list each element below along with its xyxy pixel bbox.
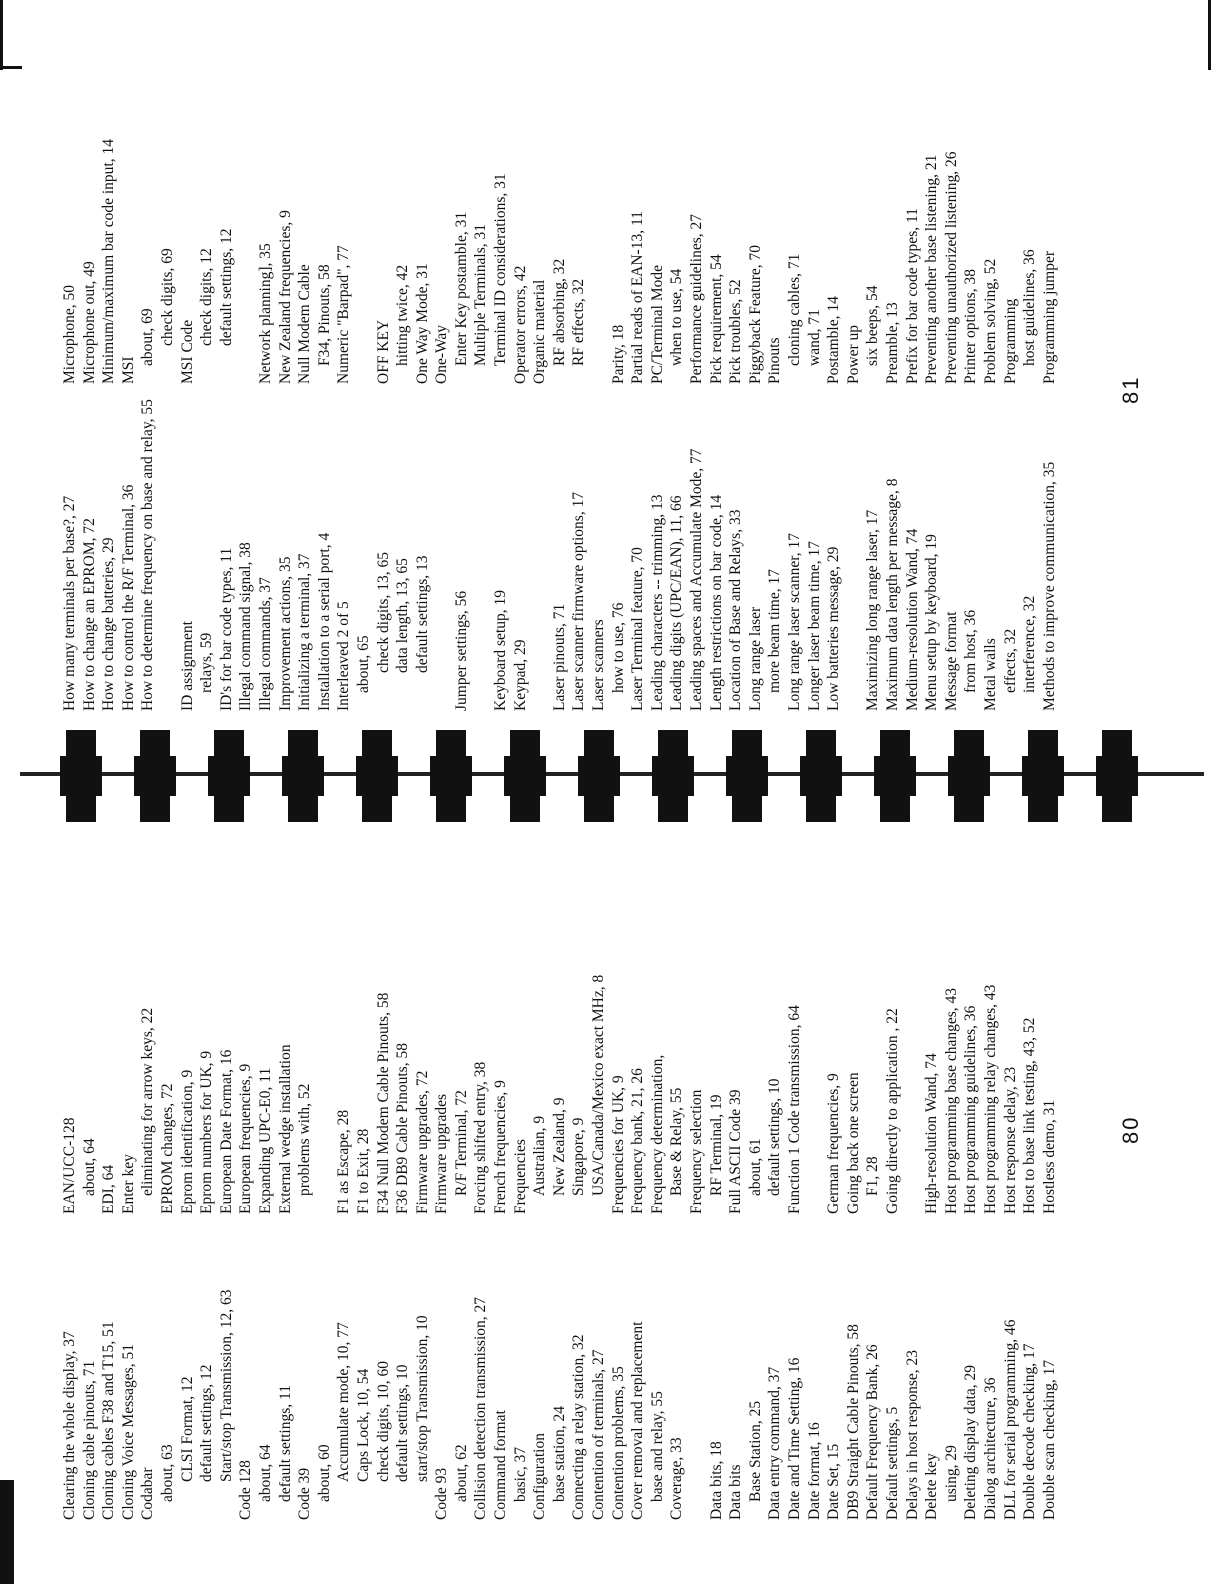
index-entry: Frequencies — [511, 1139, 529, 1214]
binding-ring — [1028, 730, 1058, 822]
index-subentry: about, 62 — [452, 1444, 470, 1502]
index-entry: Coverage, 33 — [668, 1437, 686, 1520]
index-entry: Codabar — [139, 1467, 157, 1520]
index-entry: Long range laser scanner, 17 — [785, 533, 803, 711]
index-entry: Host programming guidelines, 36 — [962, 1005, 980, 1214]
index-entry: F1 as Escape, 28 — [335, 1109, 353, 1214]
binding-ring — [584, 730, 614, 822]
index-entry: ID assignment — [178, 621, 196, 711]
index-entry: Keypad, 29 — [511, 639, 529, 711]
index-entry: F1 to Exit, 28 — [354, 1128, 372, 1214]
index-subentry: Multiple Terminals, 31 — [472, 224, 490, 366]
index-entry: Frequencies for UK, 9 — [609, 1075, 627, 1214]
index-subentry: cloning cables, 71 — [785, 253, 803, 366]
page-edge-bottom-left — [0, 1480, 14, 1584]
index-entry: Network planning], 35 — [256, 243, 274, 384]
index-subentry: about, 65 — [354, 635, 372, 693]
index-entry: Frequency bank, 21, 26 — [629, 1068, 647, 1214]
index-entry: Illegal commands, 37 — [256, 577, 274, 711]
entry-spacer — [315, 814, 335, 1214]
index-entry: Power up — [844, 325, 862, 384]
index-entry: Date and Time Setting, 16 — [785, 1357, 803, 1520]
index-entry: OFF KEY — [374, 319, 392, 384]
index-entry: Piggyback Feature, 70 — [746, 244, 764, 384]
index-entry: New Zealand frequencies, 9 — [276, 210, 294, 384]
index-entry: EAN/UCC-128 — [61, 1117, 78, 1214]
index-subentry: default settings, 12 — [217, 228, 235, 346]
index-entry: Microphone out, 49 — [80, 261, 98, 384]
index-entry: Delete key — [923, 1453, 941, 1520]
entry-spacer — [805, 814, 825, 1214]
index-entry: Programming — [1001, 298, 1019, 384]
entry-spacer — [354, 0, 374, 384]
index-entry: Methods to improve communication, 35 — [1040, 461, 1058, 711]
index-subentry: default settings, 13 — [413, 555, 431, 673]
index-subentry: check digits, 69 — [158, 248, 176, 346]
index-entry: F36 DB9 Cable Pinouts, 58 — [394, 1043, 412, 1214]
binding-ring — [214, 730, 244, 822]
index-entry: Full ASCII Code 39 — [727, 1089, 745, 1214]
index-entry: Data entry command, 37 — [766, 1366, 784, 1520]
spiral-binding — [0, 722, 1224, 832]
index-entry: Leading digits (UPC/EAN), 11, 66 — [668, 495, 686, 711]
index-entry: French frequencies, 9 — [492, 1080, 510, 1214]
index-entry: Data bits — [727, 1464, 745, 1520]
index-entry: Deleting display data, 29 — [962, 1365, 980, 1520]
index-entry: Preventing another base listening, 21 — [923, 154, 941, 384]
index-subentry: relays, 59 — [198, 632, 216, 693]
index-entry: Metal walls — [981, 638, 999, 711]
index-entry: Date format, 16 — [805, 1422, 823, 1520]
index-entry: Preventing unauthorized listening, 26 — [942, 151, 960, 384]
index-entry: Host programming relay changes, 43 — [981, 984, 999, 1214]
index-entry: Initializing a terminal, 37 — [296, 553, 314, 711]
index-entry: Cloning Voice Messages, 51 — [119, 1344, 137, 1520]
index-subentry: about, 61 — [746, 1138, 764, 1196]
index-entry: PC/Terminal Mode — [648, 264, 666, 384]
index-subentry: Start/stop Transmission, 12, 63 — [217, 1289, 235, 1482]
index-subentry: Terminal ID considerations, 31 — [492, 173, 510, 366]
index-subentry: default settings, 11 — [276, 1385, 294, 1502]
index-entry: Contention of terminals, 27 — [590, 1349, 608, 1520]
index-subentry: base station, 24 — [550, 1406, 568, 1502]
index-subentry: USA/Canada/Mexico exact MHz, 8 — [590, 974, 608, 1196]
index-entry: Laser Terminal feature, 70 — [629, 547, 647, 711]
index-entry: Eprom identification, 9 — [178, 1069, 196, 1214]
index-entry: ID's for bar code types, 11 — [217, 547, 235, 711]
index-column-4 — [60, 0, 1059, 384]
index-entry: Laser scanners — [590, 619, 608, 711]
index-entry: How to change batteries, 29 — [100, 537, 118, 711]
index-entry: Length restrictions on bar code, 14 — [707, 494, 725, 711]
index-entry: Improvement actions, 35 — [276, 556, 294, 711]
page-edge-right — [1208, 0, 1211, 70]
index-subentry: interference, 32 — [1021, 595, 1039, 693]
index-entry: Date Set, 15 — [825, 1443, 843, 1520]
index-subentry: problems with, 52 — [296, 1083, 314, 1196]
index-entry: Forcing shifted entry, 38 — [472, 1061, 490, 1214]
index-entry: Cloning cable pinouts, 71 — [80, 1360, 98, 1520]
index-entry: Maximizing long range laser, 17 — [864, 509, 882, 711]
index-subentry: default settings, 10 — [394, 1364, 412, 1482]
binding-ring — [140, 730, 170, 822]
index-entry: Going directly to application , 22 — [883, 1008, 901, 1214]
index-entry: Going back one screen — [844, 1072, 862, 1214]
index-subentry: host guidelines, 36 — [1021, 249, 1039, 366]
index-column-2 — [60, 814, 1059, 1214]
index-entry: Maximum data length per message, 8 — [883, 478, 901, 711]
index-entry: MSI Code — [178, 319, 196, 384]
index-entry: How to control the R/F Terminal, 36 — [119, 484, 137, 711]
index-subentry: Australian, 9 — [531, 1115, 549, 1196]
index-entry: Delays in host response, 23 — [903, 1349, 921, 1520]
index-entry: Eprom numbers for UK, 9 — [198, 1050, 216, 1214]
index-subentry: about, 69 — [139, 308, 157, 366]
index-entry: Leading spaces and Accumulate Mode, 77 — [688, 448, 705, 711]
index-entry: Cloning cables F38 and T15, 51 — [100, 1321, 118, 1520]
index-entry: Host programming base changes, 43 — [942, 988, 960, 1214]
index-subentry: more beam time, 17 — [766, 569, 784, 693]
index-subentry: check digits, 12 — [198, 248, 216, 346]
binding-ring — [658, 730, 688, 822]
index-entry: Preamble, 13 — [883, 302, 901, 384]
index-entry: Parity, 18 — [609, 324, 627, 384]
index-subentry: start/stop Transmission, 10 — [413, 1315, 431, 1482]
index-entry: Illegal command signal, 38 — [237, 542, 255, 711]
index-subentry: Base & Relay, 55 — [668, 1087, 686, 1196]
index-entry: DB9 Straight Cable Pinouts, 58 — [844, 1324, 862, 1520]
index-entry: Keyboard setup, 19 — [492, 590, 510, 711]
page-number-left: 80 — [1118, 1115, 1143, 1144]
index-entry: Enter key — [119, 1154, 137, 1214]
index-entry: Installation to a serial port, 4 — [315, 532, 333, 711]
index-subentry: basic, 37 — [511, 1446, 529, 1502]
index-entry: Firmware upgrades, 72 — [413, 1070, 431, 1214]
index-entry: EDI, 64 — [100, 1164, 118, 1214]
index-entry: Leading characters -- trimming, 13 — [648, 494, 666, 711]
index-entry: Problem solving, 52 — [981, 258, 999, 384]
index-subentry: RF effects, 32 — [570, 278, 588, 366]
index-subentry: Base Station, 25 — [746, 1400, 764, 1502]
index-entry: Hostless demo, 31 — [1040, 1099, 1058, 1214]
index-entry: Low batteries message, 29 — [825, 546, 843, 711]
index-subentry: default settings, 12 — [198, 1364, 216, 1482]
index-subentry: from host, 36 — [962, 609, 980, 693]
index-entry: Location of Base and Relays, 33 — [727, 509, 745, 711]
index-entry: Code 93 — [433, 1467, 451, 1520]
binding-ring — [66, 730, 96, 822]
index-entry: Long range laser — [746, 606, 764, 711]
binding-ring — [362, 730, 392, 822]
index-entry: F34 Null Modem Cable Pinouts, 58 — [374, 992, 392, 1214]
index-subentry: about, 64 — [80, 1138, 98, 1196]
binding-ring — [436, 730, 466, 822]
index-entry: Dialog architecture, 36 — [981, 1377, 999, 1520]
index-entry: Function 1 Code transmission, 64 — [785, 1005, 803, 1214]
index-subentry: F34, Pinouts, 58 — [315, 264, 333, 366]
page-edge-top-left-corner — [0, 66, 22, 69]
index-entry: Connecting a relay station, 32 — [570, 1334, 588, 1520]
binding-ring — [288, 730, 318, 822]
index-entry: Frequency determination, — [648, 1054, 666, 1214]
index-entry: Code 128 — [237, 1460, 255, 1520]
index-subentry: data length, 13, 65 — [394, 558, 412, 673]
index-entry: MSI — [119, 356, 137, 384]
index-subentry: about, 64 — [256, 1444, 274, 1502]
index-entry: Microphone, 50 — [61, 284, 78, 384]
index-entry: Double scan checking, 17 — [1040, 1359, 1058, 1520]
index-entry: DLL for serial programming, 46 — [1001, 1319, 1019, 1520]
index-entry: High-resolution Wand, 74 — [923, 1053, 941, 1214]
index-subentry: R/F Terminal, 72 — [452, 1090, 470, 1196]
index-entry: Default settings, 5 — [883, 1406, 901, 1520]
index-entry: EPROM changes, 72 — [158, 1083, 176, 1214]
index-entry: European Date Format, 16 — [217, 1049, 235, 1214]
index-entry: Data bits, 18 — [707, 1441, 725, 1520]
page-number-right: 81 — [1118, 375, 1143, 404]
index-entry: Laser scanner firmware options, 17 — [570, 491, 588, 711]
binding-ring — [880, 730, 910, 822]
index-entry: Operator errors, 42 — [511, 265, 529, 384]
index-subentry: how to use, 76 — [609, 602, 627, 693]
index-entry: Menu setup by keyboard, 19 — [923, 534, 941, 711]
index-subentry: six beeps, 54 — [864, 285, 882, 366]
index-entry: Double decode checking, 17 — [1021, 1343, 1039, 1520]
index-entry: How to determine frequency on base and relay, 55 — [139, 399, 157, 711]
index-entry: Prefix for bar code types, 11 — [903, 208, 921, 384]
index-entry: Programming jumper — [1040, 250, 1058, 384]
entry-spacer — [589, 0, 609, 384]
index-subentry: default settings, 10 — [766, 1078, 784, 1196]
index-entry: Message format — [942, 611, 960, 711]
index-entry: Medium-resolution Wand, 74 — [903, 528, 921, 711]
index-subentry: base and relay, 55 — [648, 1391, 666, 1502]
index-entry: European frequencies, 9 — [237, 1063, 255, 1214]
binding-ring — [806, 730, 836, 822]
index-entry: Pick troubles, 52 — [727, 279, 745, 384]
index-subentry: RF absorbing, 32 — [550, 258, 568, 366]
index-entry: Collision detection transmission, 27 — [472, 1296, 490, 1520]
index-subentry: about, 60 — [315, 1444, 333, 1502]
index-entry: Organic material — [531, 279, 549, 384]
index-subentry: about, 63 — [158, 1444, 176, 1502]
index-entry: Postamble, 14 — [825, 296, 843, 384]
index-entry: How to change an EPROM, 72 — [80, 518, 98, 711]
index-entry: Host to base link testing, 43, 52 — [1021, 1017, 1039, 1214]
index-entry: Jumper settings, 56 — [452, 590, 470, 711]
binding-ring — [954, 730, 984, 822]
index-entry: Printer options, 38 — [962, 269, 980, 384]
index-entry: Default Frequency Bank, 26 — [864, 1344, 882, 1520]
index-subentry: Caps Lock, 10, 54 — [354, 1368, 372, 1482]
index-entry: Pinouts — [766, 337, 784, 384]
index-subentry: RF Terminal, 19 — [707, 1094, 725, 1196]
index-entry: Longer laser beam time, 17 — [805, 540, 823, 711]
index-subentry: hitting twice, 42 — [394, 264, 412, 366]
index-subentry: Singapore, 9 — [570, 1117, 588, 1196]
index-entry: Contention problems, 35 — [609, 1366, 627, 1520]
index-entry: Null Modem Cable — [296, 264, 314, 384]
index-subentry: using, 29 — [942, 1445, 960, 1502]
entry-spacer — [903, 814, 923, 1214]
index-entry: How many terminals per base?, 27 — [61, 495, 78, 711]
index-subentry: Accumulate mode, 10, 77 — [335, 1322, 353, 1482]
index-subentry: New Zealand, 9 — [550, 1097, 568, 1196]
index-subentry: effects, 32 — [1001, 628, 1019, 693]
index-subentry: CLSI Format, 12 — [178, 1376, 196, 1482]
index-subentry: eliminating for arrow keys, 22 — [139, 1007, 157, 1196]
index-entry: Firmware upgrades — [433, 1093, 451, 1214]
index-entry: Minimum/maximum bar code input, 14 — [100, 139, 118, 384]
index-entry: Code 39 — [296, 1467, 314, 1520]
binding-ring — [732, 730, 762, 822]
entry-spacer — [236, 0, 256, 384]
index-subentry: wand, 71 — [805, 309, 823, 366]
index-subentry: when to use, 54 — [668, 268, 686, 366]
index-entry: Cover removal and replacement — [629, 1321, 647, 1520]
index-entry: Host response delay, 23 — [1001, 1066, 1019, 1214]
index-entry: Expanding UPC-E0, 11 — [256, 1067, 274, 1214]
index-entry: Interleaved 2 of 5 — [335, 601, 353, 711]
index-entry: One Way Mode, 31 — [413, 263, 431, 384]
binding-ring — [510, 730, 540, 822]
index-entry: Partial reads of EAN-13, 11 — [629, 211, 647, 384]
index-entry: One-Way — [433, 324, 451, 384]
index-entry: Numeric "Barpad", 77 — [335, 245, 353, 384]
index-entry: Command format — [492, 1410, 510, 1520]
page-edge-top-left — [0, 0, 3, 70]
index-entry: Performance guidelines, 27 — [688, 213, 705, 384]
index-entry: Pick requirement, 54 — [707, 254, 725, 384]
index-entry: Clearing the whole display, 37 — [61, 1331, 78, 1520]
index-entry: External wedge installation — [276, 1044, 294, 1214]
index-entry: Frequency selection — [688, 1089, 705, 1214]
index-entry: Configuration — [531, 1433, 549, 1520]
binding-ring — [1102, 730, 1132, 822]
index-entry: German frequencies, 9 — [825, 1073, 843, 1214]
index-entry: Laser pinouts, 71 — [550, 603, 568, 711]
index-subentry: F1, 28 — [864, 1156, 882, 1196]
index-subentry: check digits, 13, 65 — [374, 552, 392, 673]
index-subentry: check digits, 10, 60 — [374, 1361, 392, 1482]
index-subentry: Enter Key postamble, 31 — [452, 211, 470, 366]
